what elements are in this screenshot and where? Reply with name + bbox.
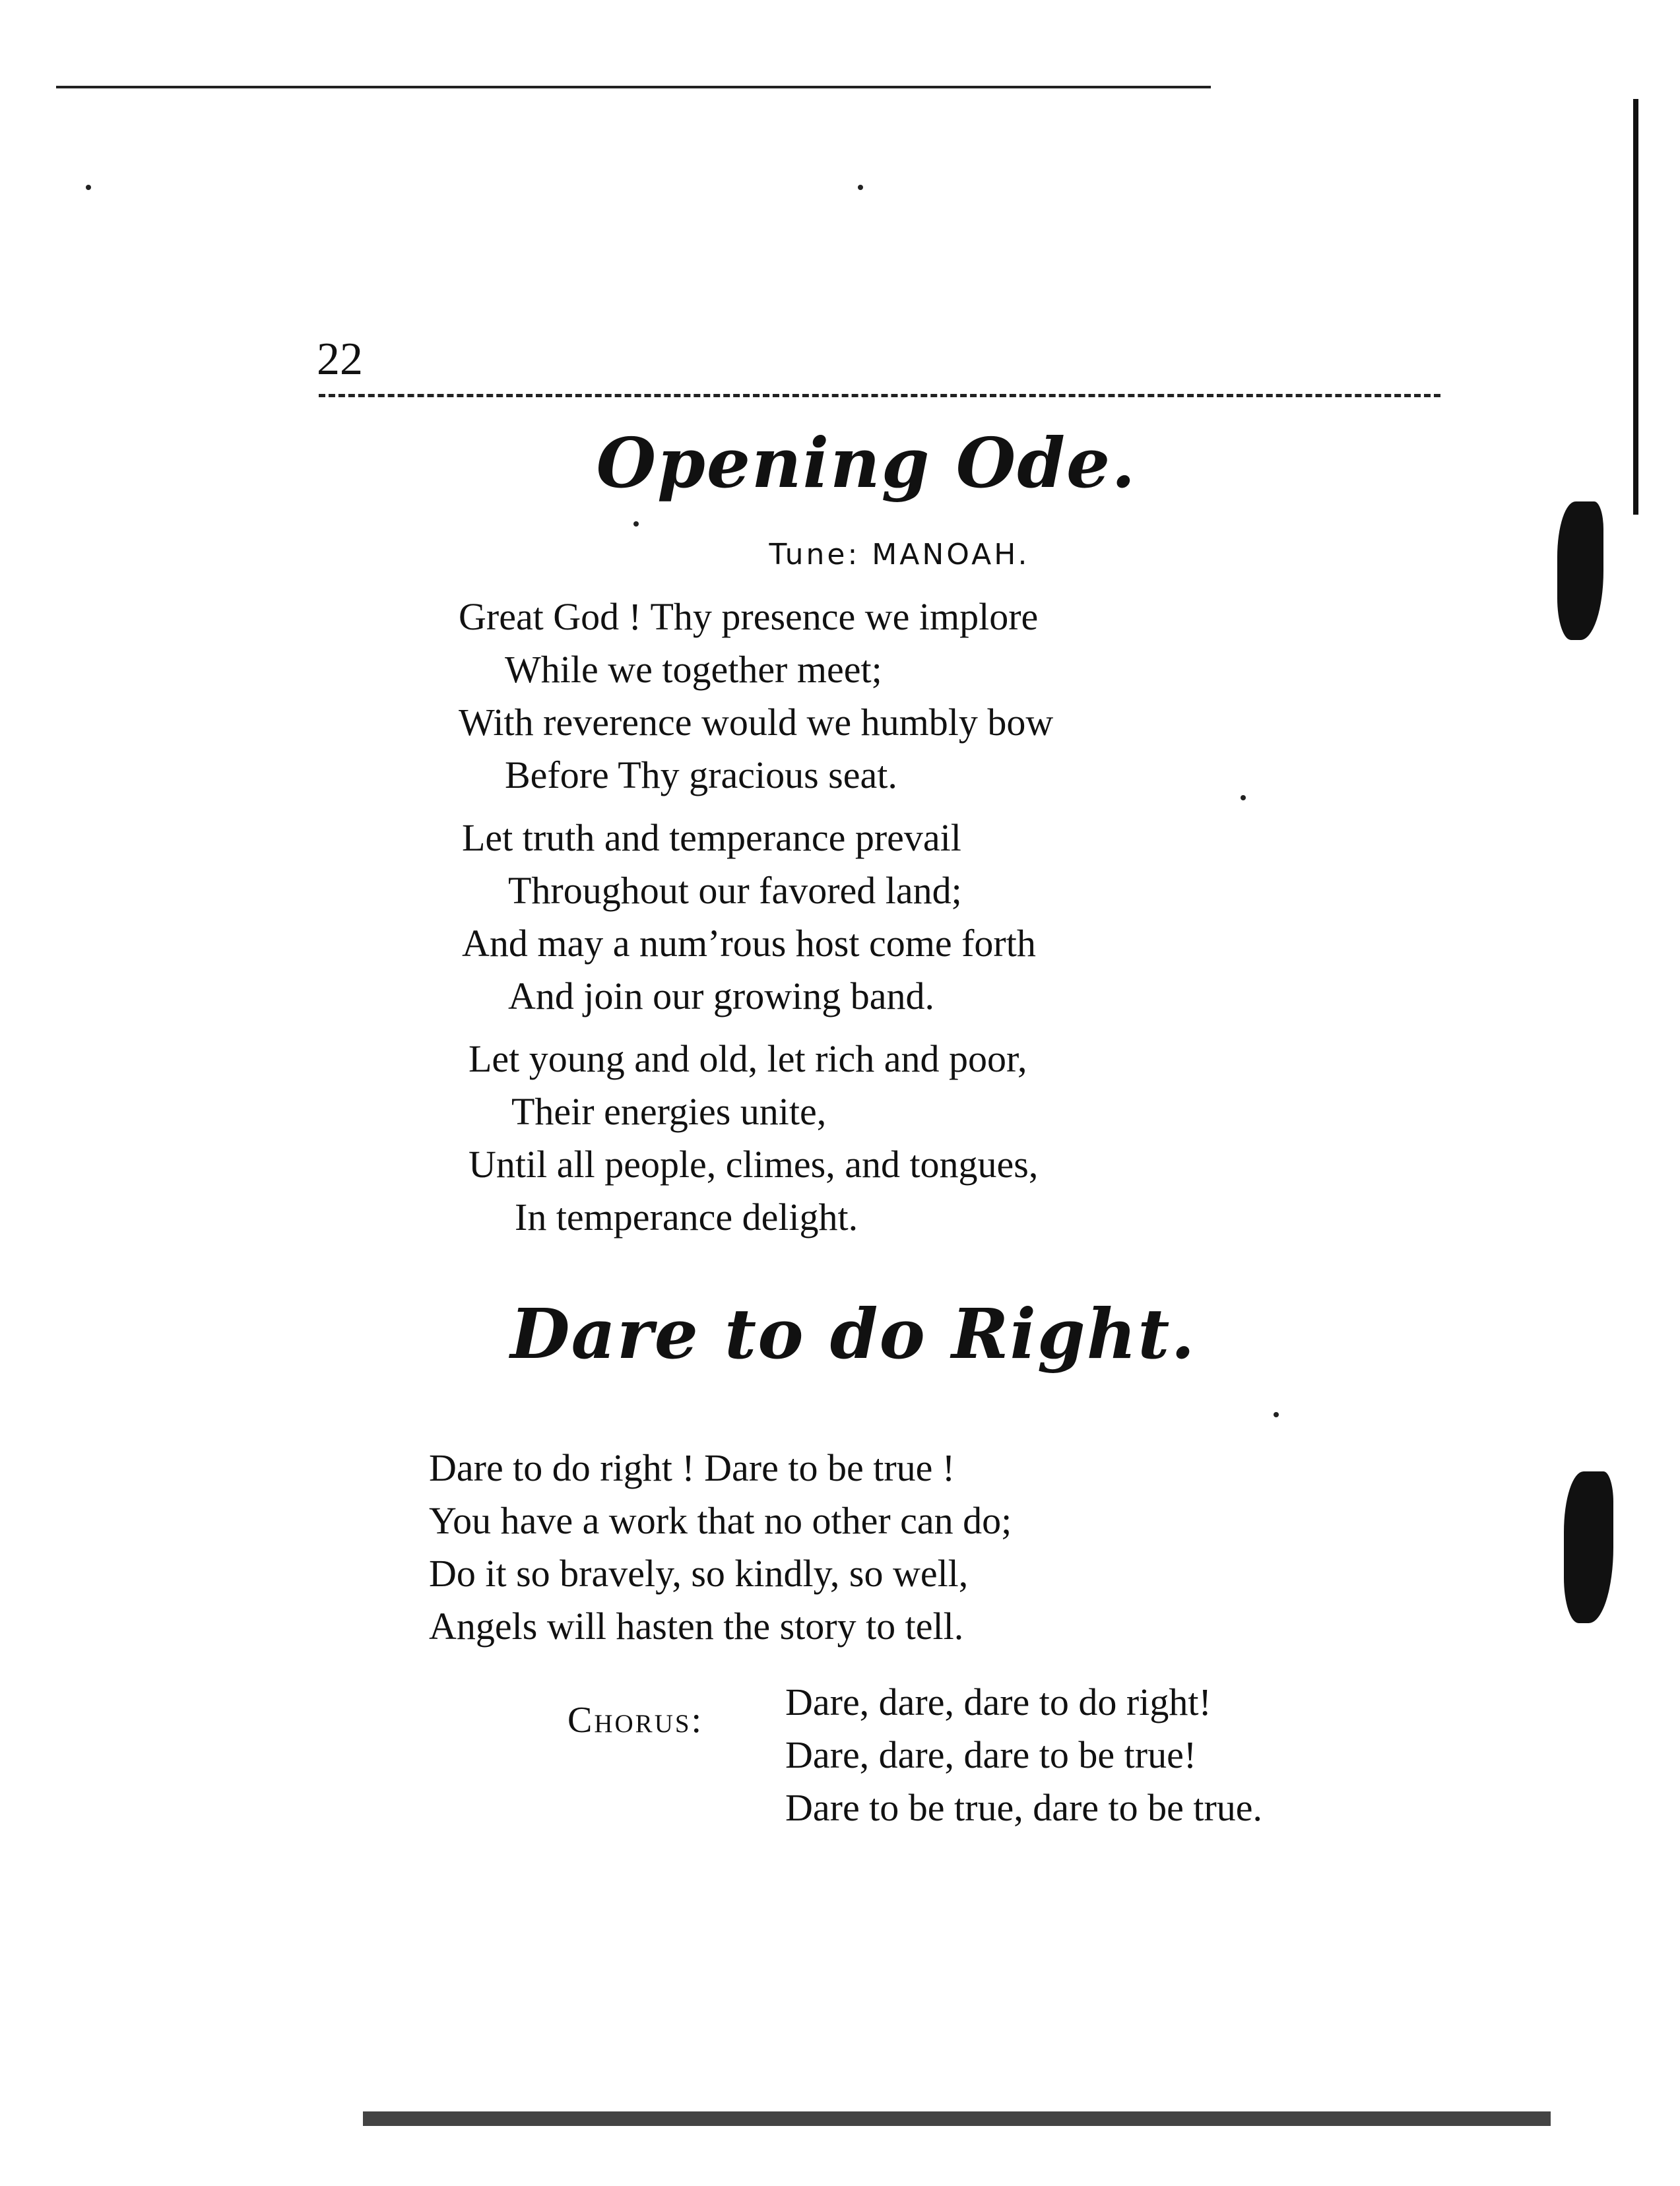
ink-blot [1564,1471,1613,1623]
ode-line: Let truth and temperance prevail [462,816,961,859]
song-verse-line: You have a work that no other can do; [429,1499,1012,1542]
page-number: 22 [317,334,363,385]
ode-line: While we together meet; [505,648,882,691]
ode-line: And join our growing band. [508,975,934,1017]
ode-line: In temperance delight. [515,1196,858,1238]
ode-line: And may a num’rous host come forth [462,922,1036,965]
song-verse-line: Do it so bravely, so kindly, so well, [429,1552,969,1595]
ode-line: Great God ! Thy presence we implore [459,595,1039,638]
song-title: Dare to do Right. [510,1293,1196,1374]
ink-speck [86,185,91,190]
chorus-label: Chorus: [567,1700,704,1741]
chorus-line: Dare to be true, dare to be true. [785,1786,1263,1829]
header-rule [319,394,1440,397]
ode-line: Let young and old, let rich and poor, [468,1037,1027,1080]
ink-speck [858,185,863,190]
ink-speck [633,521,639,527]
bottom-edge-bar [363,2111,1551,2126]
chorus-line: Dare, dare, dare to do right! [785,1681,1212,1723]
ink-speck [1274,1412,1279,1417]
ode-line: With reverence would we humbly bow [459,701,1054,744]
ode-line: Their energies unite, [511,1090,827,1133]
ode-title: Opening Ode. [596,422,1137,503]
song-verse-line: Dare to do right ! Dare to be true ! [429,1446,955,1489]
tune-label: Tune: MANOAH. [769,538,1030,571]
ode-line: Throughout our favored land; [508,869,962,912]
ink-speck [1241,795,1246,800]
top-border-rule [56,86,1211,88]
chorus-line: Dare, dare, dare to be true! [785,1733,1197,1776]
ode-line: Until all people, climes, and tongues, [468,1143,1039,1186]
song-verse-line: Angels will hasten the story to tell. [429,1605,964,1648]
ode-line: Before Thy gracious seat. [505,754,897,796]
